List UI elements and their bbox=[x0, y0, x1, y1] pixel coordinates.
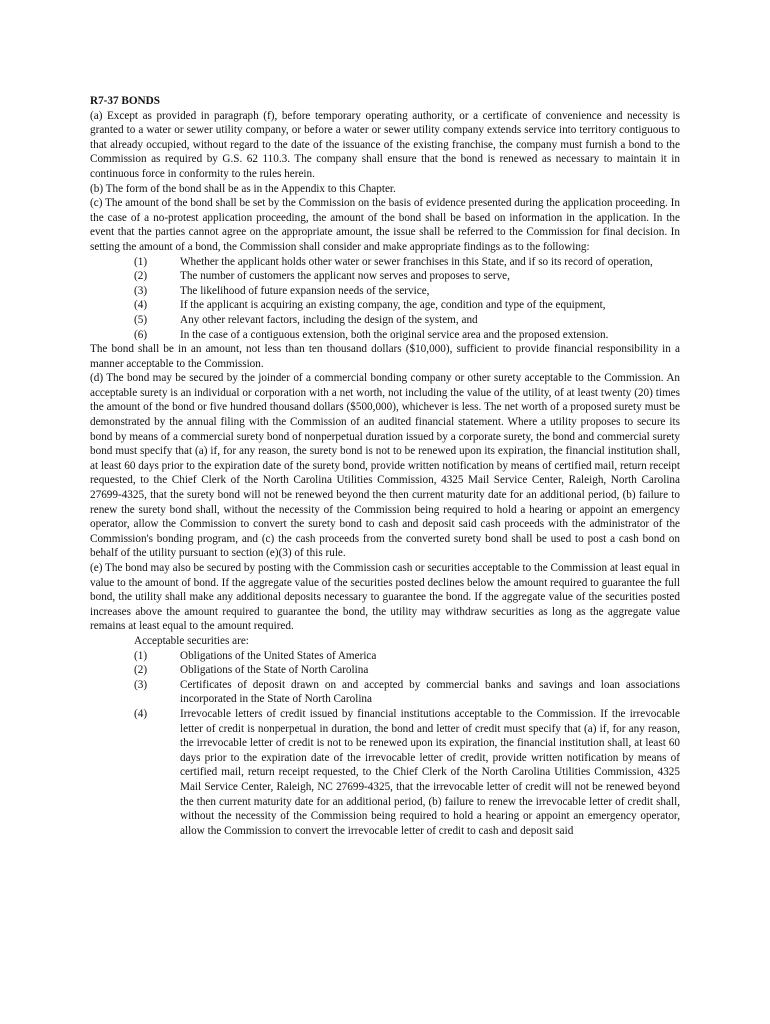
list-item bbox=[90, 328, 680, 343]
section-heading: R7-37 BONDS bbox=[90, 95, 160, 107]
paragraph-b: (b) The form of the bond shall be as in the Appendix to this Chapter. bbox=[90, 182, 396, 195]
list-item-text: The number of customers the applicant now serves and proposes to serve, bbox=[180, 270, 510, 283]
list-item-text: Irrevocable letters of credit issued by financial institutions acceptable to the Commission. If the irrevocable letter of credit is nonperpetual in duration, the bond and letter of credit must specify that (a) if, for any reason, the irrevocable letter of credit is not to be renewed upon its expiration, the financial institution shall, at least 60 days prior to the expiration date of the irrevocable letter of credit, provide written notification by means of certified mail, return receipt requested, to the Chief Clerk of the North Carolina Utilities Commission, 4325 Mail Service Center, Raleigh, NC 27699-4325, that the irrevocable letter of credit will not be renewed beyond the then current maturity date for an additional period, (b) failure to renew the irrevocable letter of credit shall, without the necessity of the Commission being required to hold a hearing or appoint an emergency operator, allow the Commission to convert the irrevocable letter of credit to cash and deposit said bbox=[180, 707, 680, 837]
list-c bbox=[90, 255, 680, 343]
list-item bbox=[90, 284, 680, 299]
list-item-number: (3) bbox=[134, 284, 148, 297]
paragraph-a: (a) Except as provided in paragraph (f), before temporary operating authority, or a certificate of convenience and necessity is granted to a water or sewer utility company, or before a water or sewer utility company extends service into territory contiguous to that already occupied, without regard to the date of the issuance of the existing franchise, the company must furnish a bond to the Commission as required by G.S. 62 110.3. The company shall ensure that the bond is renewed as necessary to maintain it in continuous force in conformity to the rules herein. bbox=[90, 109, 680, 180]
list-item-text: In the case of a contiguous extension, both the original service area and the proposed extension. bbox=[180, 328, 609, 341]
paragraph-d: (d) The bond may be secured by the joinder of a commercial bonding company or other surety acceptable to the Commission. An acceptable surety is an individual or corporation with a net worth, not including the value of the utility, of at least twenty (20) times the amount of the bond or five hundred thousand dollars ($500,000), whichever is less. The net worth of a proposed surety must be demonstrated by the annual filing with the Commission of an audited financial statement. Where a utility proposes to secure its bond by means of a commercial surety bond of nonperpetual duration issued by a corporate surety, the bond and commercial surety bond must specify that (a) if, for any reason, the surety bond is not to be renewed upon its expiration, the financial institution shall, at least 60 days prior to the expiration date of the surety bond, provide written notification by means of certified mail, return receipt requested, to the Chief Clerk of the North Carolina Utilities Commission, 4325 Mail Service Center, Raleigh, North Carolina 27699-4325, that the surety bond will not be renewed beyond the then current maturity date for an additional period, (b) failure to renew the surety bond shall, without the necessity of the Commission being required to hold a hearing or appoint an emergency operator, allow the Commission to convert the surety bond to cash and deposit said cash proceeds with the administrator of the Commission's bonding program, and (c) the cash proceeds from the converted surety bond shall be used to post a cash bond on behalf of the utility pursuant to section (e)(3) of this rule. bbox=[90, 372, 680, 560]
list-item bbox=[90, 663, 680, 678]
list-item bbox=[90, 313, 680, 328]
list-item-text: Any other relevant factors, including the design of the system, and bbox=[180, 313, 478, 326]
list-item bbox=[90, 649, 680, 664]
list-item-number: (2) bbox=[134, 270, 148, 283]
list-item-text: Obligations of the State of North Carolina bbox=[180, 664, 369, 677]
list-item bbox=[90, 269, 680, 284]
list-item-number: (2) bbox=[134, 664, 148, 677]
list-item-text: Certificates of deposit drawn on and accepted by commercial banks and savings and loan associations incorporated in the State of North Carolina bbox=[180, 678, 680, 706]
list-item-number: (6) bbox=[134, 328, 148, 341]
list-item-text: The likelihood of future expansion needs of the service, bbox=[180, 284, 430, 297]
paragraph-c-end: The bond shall be in an amount, not less than ten thousand dollars ($10,000), sufficient to provide financial responsibility in a manner acceptable to the Commission. bbox=[90, 343, 680, 370]
list-e bbox=[90, 649, 680, 839]
list-item-number: (1) bbox=[134, 255, 148, 268]
list-item-text: Whether the applicant holds other water or sewer franchises in this State, and if so its record of operation, bbox=[180, 255, 653, 268]
list-item-number: (4) bbox=[134, 299, 148, 312]
list-item-number: (3) bbox=[134, 678, 148, 691]
list-item-number: (1) bbox=[134, 649, 148, 662]
list-item-text: Obligations of the United States of America bbox=[180, 649, 377, 662]
document-page bbox=[90, 94, 680, 838]
paragraph-c: (c) The amount of the bond shall be set by the Commission on the basis of evidence presented during the application proceeding. In the case of a no-protest application proceeding, the amount of the bond shall be based on information in the application. In the event that the parties cannot agree on the appropriate amount, the issue shall be referred to the Commission for final decision. In setting the amount of a bond, the Commission shall consider and make appropriate findings as to the following: bbox=[90, 197, 680, 253]
list-item bbox=[90, 678, 680, 707]
list-item bbox=[90, 255, 680, 270]
list-item-text: If the applicant is acquiring an existing company, the age, condition and type of the equipment, bbox=[180, 299, 606, 312]
list-item-number: (5) bbox=[134, 313, 148, 326]
acceptable-securities-heading: Acceptable securities are: bbox=[134, 634, 249, 647]
paragraph-e: (e) The bond may also be secured by posting with the Commission cash or securities acceptable to the Commission at least equal in value to the amount of bond. If the aggregate value of the securities posted declines below the amount required to guarantee the full bond, the utility shall make any additional deposits necessary to guarantee the bond. If the aggregate value of the securities posted increases above the amount required to guarantee the bond, the utility may withdraw securities as long as the aggregate value remains at least equal to the amount required. bbox=[90, 562, 680, 633]
list-item bbox=[90, 298, 680, 313]
list-item-number: (4) bbox=[134, 707, 148, 720]
list-item bbox=[90, 707, 680, 838]
